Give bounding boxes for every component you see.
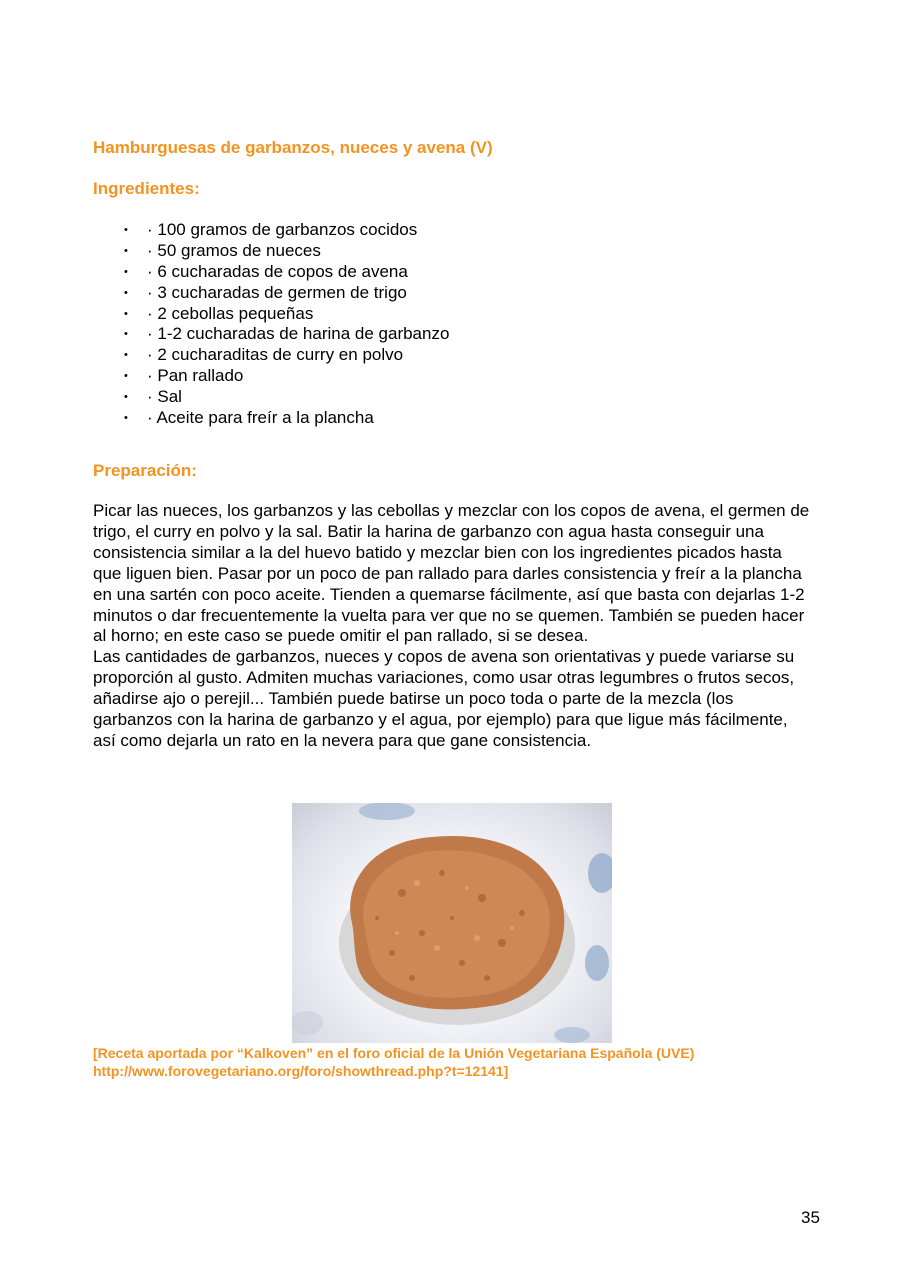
preparation-paragraph: Picar las nueces, los garbanzos y las cebollas y mezclar con los copos de avena, el germen de trigo, el curry en polvo y la sal. Batir la harina de garbanzo con agua hasta conseguir una consistencia similar a la del huevo batido y mezclar bien con los ingredientes picados hasta que liguen bien. Pasar por un poco de pan rallado para darles consistencia y freír a la plancha en una sartén con poco aceite. Tienden a quemarse fácilmente, así que basta con dejarlas 1-2 minutos o dar frecuentemente la vuelta para ver que no se quemen. También se pueden hacer al horno; en este caso se puede omitir el pan rallado, si se desea. [93, 501, 810, 646]
preparation-heading: Preparación: [93, 461, 197, 480]
patty-surface [363, 850, 550, 997]
plate-pattern [359, 803, 415, 820]
list-item [120, 324, 449, 345]
recipe-credit [93, 1044, 694, 1080]
preparation-text [93, 501, 813, 752]
ingredient-text: · 6 cucharadas de copos de avena [147, 261, 408, 281]
bullet-icon: • [124, 265, 128, 278]
credit-link[interactable]: http://www.forovegetariano.org/foro/showthread.php?t=12141] [93, 1063, 509, 1079]
ingredients-heading: Ingredientes: [93, 179, 200, 198]
ingredient-text: · 3 cucharadas de germen de trigo [147, 282, 407, 302]
list-item [120, 387, 449, 408]
list-item [120, 241, 449, 262]
ingredient-text: · Pan rallado [147, 366, 244, 386]
list-item [120, 408, 449, 429]
list-item [120, 262, 449, 283]
plate-pattern [292, 1011, 323, 1035]
bullet-icon: • [124, 307, 128, 320]
bullet-icon: • [124, 391, 128, 404]
ingredients-list [120, 220, 449, 429]
ingredient-text: · 2 cucharaditas de curry en polvo [147, 345, 404, 365]
list-item [120, 345, 449, 366]
bullet-icon: • [124, 349, 128, 362]
ingredient-text: · Sal [147, 387, 182, 407]
recipe-title: Hamburguesas de garbanzos, nueces y avena (V) [93, 138, 493, 157]
list-item [120, 283, 449, 304]
bullet-icon: • [124, 244, 128, 257]
ingredient-text: · 100 gramos de garbanzos cocidos [147, 220, 418, 239]
credit-line: [Receta aportada por “Kalkoven” en el foro oficial de la Unión Vegetariana Española (UVE) [93, 1045, 695, 1061]
plate-pattern [588, 853, 612, 893]
ingredient-text: · 2 cebollas pequeñas [147, 303, 314, 323]
ingredient-text: · Aceite para freír a la plancha [147, 408, 374, 428]
plate-pattern [585, 945, 609, 981]
list-item [120, 366, 449, 387]
list-item [120, 304, 449, 325]
ingredient-text: · 1-2 cucharadas de harina de garbanzo [147, 324, 450, 344]
bullet-icon: • [124, 370, 128, 383]
preparation-paragraph: Las cantidades de garbanzos, nueces y copos de avena son orientativas y puede variarse su proporción al gusto. Admiten muchas variaciones, como usar otras legumbres o frutos secos, añadirse ajo o perejil... También puede batirse un poco toda o parte de la mezcla (los garbanzos con la harina de garbanzo y el agua, por ejemplo) para que ligue más fácilmente, así como dejarla un rato en la nevera para que gane consistencia. [93, 647, 795, 750]
bullet-icon: • [124, 412, 128, 425]
plate-pattern [554, 1027, 590, 1043]
bullet-icon: • [124, 328, 128, 341]
bullet-icon: • [124, 286, 128, 299]
bullet-icon: • [124, 224, 128, 236]
burger-photo-illustration [292, 803, 612, 1043]
ingredient-text: · 50 gramos de nueces [147, 240, 321, 260]
list-item [120, 220, 449, 241]
burger-photo [292, 803, 612, 1043]
page-number: 35 [801, 1208, 820, 1227]
